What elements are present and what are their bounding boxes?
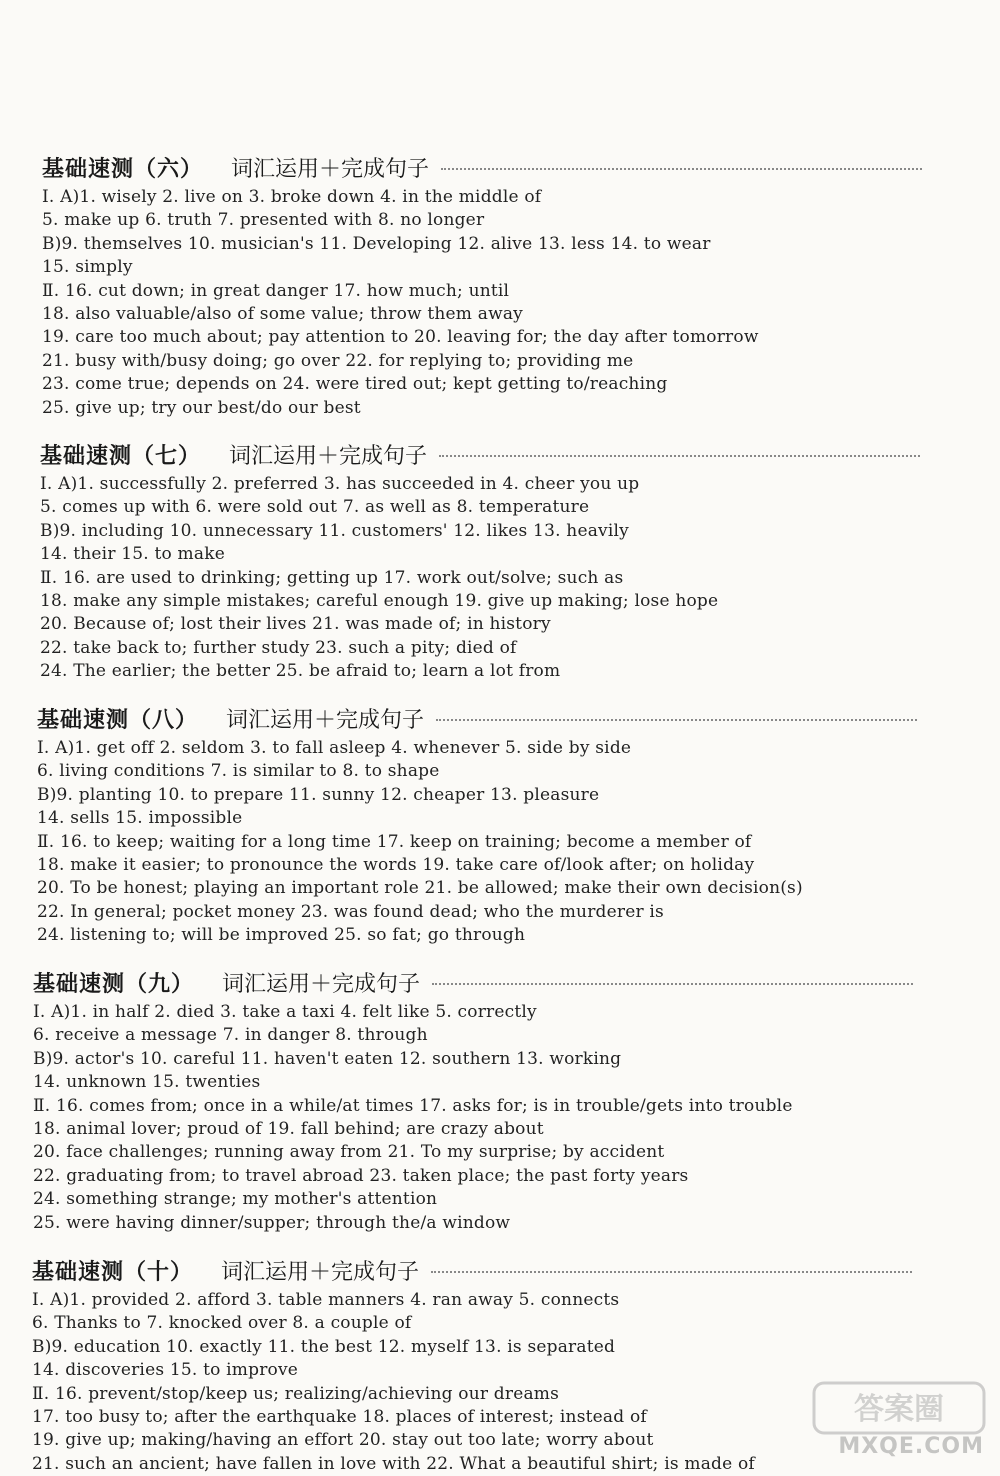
answer-line: 20. face challenges; running away from 21. To my surprise; by accident — [33, 1142, 665, 1163]
section-title: 基础速测（六） — [42, 156, 204, 182]
answer-line: 5. make up 6. truth 7. presented with 8. no longer — [42, 210, 485, 231]
answer-lines — [40, 473, 920, 684]
section-10 — [32, 1253, 912, 1476]
answer-line: 23. come true; depends on 24. were tired out; kept getting to/reaching — [42, 374, 668, 395]
answer-line: 22. In general; pocket money 23. was found dead; who the murderer is — [37, 901, 664, 922]
answer-line: Ⅰ. A)1. wisely 2. live on 3. broke down 4. in the middle of — [42, 187, 542, 207]
answer-lines — [32, 1289, 912, 1476]
answer-line: 18. make it easier; to pronounce the words 19. take care of/look after; on holiday — [37, 854, 755, 875]
answer-line: 24. something strange; my mother's attention — [33, 1189, 438, 1210]
answer-line: Ⅰ. A)1. get off 2. seldom 3. to fall asleep 4. whenever 5. side by side — [37, 738, 632, 758]
section-title: 基础速测（七） — [40, 443, 202, 469]
watermark-text: MXQE.COM — [838, 1434, 984, 1459]
answer-line: Ⅱ. 16. comes from; once in a while/at times 17. asks for; is in trouble/gets into trouble — [33, 1095, 793, 1116]
answer-line: B)9. planting 10. to prepare 11. sunny 12. cheaper 13. pleasure — [37, 784, 600, 805]
dotted-rule — [439, 455, 920, 457]
section-subtitle: 词汇运用＋完成句子 — [229, 443, 428, 469]
answer-line: B)9. actor's 10. careful 11. haven't eaten 12. southern 13. working — [33, 1048, 622, 1069]
section-header — [32, 1253, 912, 1287]
section-subtitle: 词汇运用＋完成句子 — [221, 1259, 420, 1285]
section-subtitle: 词汇运用＋完成句子 — [231, 156, 430, 182]
dotted-rule — [436, 719, 917, 721]
answer-line: Ⅰ. A)1. provided 2. afford 3. table manners 4. ran away 5. connects — [32, 1290, 620, 1310]
answer-lines — [33, 1001, 913, 1235]
answer-line: 14. unknown 15. twenties — [33, 1072, 261, 1093]
answer-line: 20. To be honest; playing an important role 21. be allowed; make their own decision(s) — [37, 878, 803, 899]
section-title: 基础速测（八） — [37, 707, 199, 733]
answer-line: B)9. education 10. exactly 11. the best 12. myself 13. is separated — [32, 1336, 616, 1357]
answer-line: 5. comes up with 6. were sold out 7. as well as 8. temperature — [40, 497, 590, 518]
answer-line: 19. give up; making/having an effort 20. stay out too late; worry about — [32, 1430, 654, 1451]
answer-line: 19. care too much about; pay attention to 20. leaving for; the day after tomorrow — [42, 327, 759, 348]
answer-lines — [42, 186, 922, 420]
answer-line: B)9. themselves 10. musician's 11. Developing 12. alive 13. less 14. to wear — [42, 233, 711, 254]
answer-line: Ⅱ. 16. to keep; waiting for a long time 17. keep on training; become a member of — [37, 831, 752, 852]
answer-line: 14. discoveries 15. to improve — [32, 1360, 299, 1381]
section-8 — [37, 701, 917, 948]
svg-text:答案圈: 答案圈 — [854, 1392, 944, 1427]
section-header — [37, 701, 917, 735]
answer-line: 22. graduating from; to travel abroad 23. taken place; the past forty years — [33, 1165, 689, 1186]
section-header — [40, 437, 920, 471]
section-subtitle: 词汇运用＋完成句子 — [222, 971, 421, 997]
answer-line: B)9. including 10. unnecessary 11. customers' 12. likes 13. heavily — [40, 520, 629, 541]
dotted-rule — [441, 168, 922, 170]
answer-line: 22. take back to; further study 23. such a pity; died of — [40, 637, 517, 658]
dotted-rule — [432, 983, 913, 985]
answer-line: 14. sells 15. impossible — [37, 808, 243, 829]
section-6 — [42, 150, 922, 420]
answer-line: 18. make any simple mistakes; careful enough 19. give up making; lose hope — [40, 590, 719, 611]
answer-lines — [37, 737, 917, 948]
answer-line: Ⅰ. A)1. in half 2. died 3. take a taxi 4. felt like 5. correctly — [33, 1002, 537, 1022]
section-title: 基础速测（十） — [32, 1259, 194, 1285]
answer-line: Ⅱ. 16. are used to drinking; getting up 17. work out/solve; such as — [40, 567, 624, 588]
section-7 — [40, 437, 920, 684]
answer-line: Ⅱ. 16. prevent/stop/keep us; realizing/achieving our dreams — [32, 1383, 560, 1404]
watermark-logo — [804, 1379, 994, 1465]
answer-line: 25. give up; try our best/do our best — [42, 397, 361, 418]
answer-line: 18. also valuable/also of some value; throw them away — [42, 303, 523, 324]
section-header — [42, 150, 922, 184]
answer-line: Ⅱ. 16. cut down; in great danger 17. how much; until — [42, 280, 510, 301]
dotted-rule — [431, 1271, 912, 1273]
answer-line: 21. busy with/busy doing; go over 22. for replying to; providing me — [42, 350, 634, 371]
answer-line: 24. listening to; will be improved 25. so fat; go through — [37, 925, 526, 946]
answer-line: 6. living conditions 7. is similar to 8. to shape — [37, 761, 440, 782]
answer-line: 14. their 15. to make — [40, 544, 225, 565]
answer-line: 15. simply — [42, 257, 133, 278]
answer-line: 6. Thanks to 7. knocked over 8. a couple of — [32, 1313, 412, 1334]
answer-line: 21. such an ancient; have fallen in love with 22. What a beautiful shirt; is made of — [32, 1453, 755, 1474]
answer-line: 20. Because of; lost their lives 21. was made of; in history — [40, 614, 551, 635]
answer-line: 24. The earlier; the better 25. be afraid to; learn a lot from — [40, 661, 561, 682]
answer-line: 6. receive a message 7. in danger 8. through — [33, 1025, 428, 1046]
section-title: 基础速测（九） — [33, 971, 195, 997]
watermark-badge-icon — [804, 1379, 994, 1439]
answer-line: 25. were having dinner/supper; through the/a window — [33, 1212, 511, 1233]
answer-line: 18. animal lover; proud of 19. fall behind; are crazy about — [33, 1118, 544, 1139]
section-9 — [33, 965, 913, 1235]
answer-line: 17. too busy to; after the earthquake 18. places of interest; instead of — [32, 1406, 647, 1427]
answer-line: Ⅰ. A)1. successfully 2. preferred 3. has succeeded in 4. cheer you up — [40, 474, 640, 494]
section-header — [33, 965, 913, 999]
section-subtitle: 词汇运用＋完成句子 — [226, 707, 425, 733]
